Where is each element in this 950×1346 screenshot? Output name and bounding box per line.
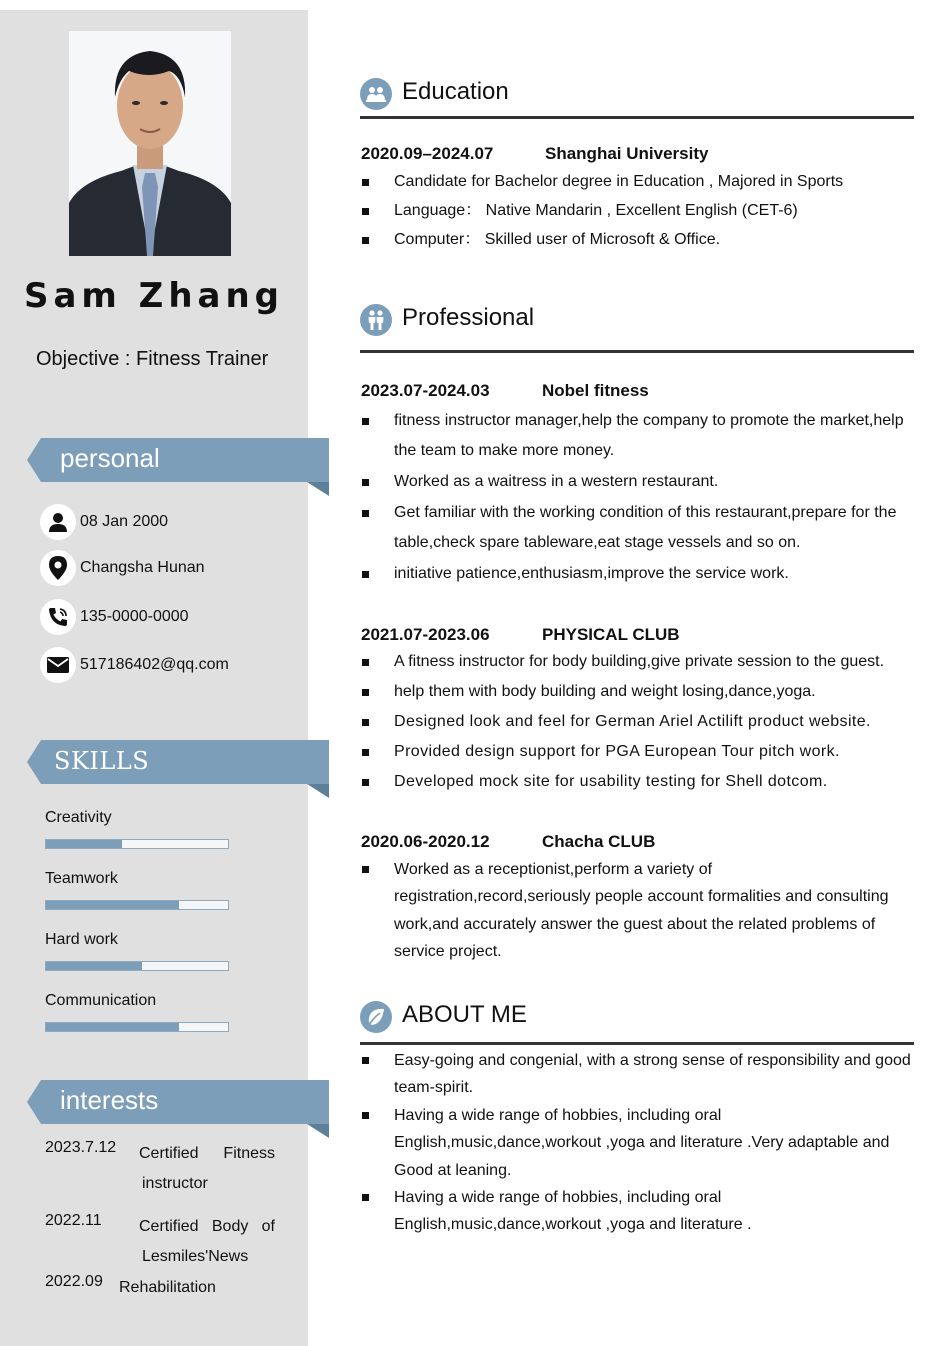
person-name: Sam Zhang <box>23 276 285 316</box>
ribbon-fold <box>307 1124 329 1138</box>
professional-title: Professional <box>402 304 535 331</box>
personal-ribbon <box>27 438 329 482</box>
interests-heading: interests <box>60 1085 159 1115</box>
list-item: Worked as a receptionist,perform a variety of registration,record,seriously people account formalities and consulting work,and accurately answer the guest about the related problems of service project. <box>361 856 911 966</box>
skill-bar <box>45 839 229 849</box>
email-text: 517186402@qq.com <box>80 656 229 673</box>
job-period: 2023.07-2024.03 <box>361 381 490 400</box>
list-item: Developed mock site for usability testing for Shell dotcom. <box>361 768 911 796</box>
interest-line: Rehabilitation <box>119 1279 216 1296</box>
list-item: help them with body building and weight losing,dance,yoga. <box>361 678 911 706</box>
skill-label: Creativity <box>45 809 112 826</box>
skill-bar <box>45 961 229 971</box>
ribbon-fold <box>307 482 329 496</box>
job-company: Chacha CLUB <box>542 832 656 851</box>
skill-bar-fill <box>46 962 142 970</box>
list-item: Candidate for Bachelor degree in Education , Majored in Sports <box>361 168 911 196</box>
location-text: Changsha Hunan <box>80 559 205 576</box>
skill-bar <box>45 1022 229 1032</box>
phone-icon <box>40 599 76 635</box>
job-bullets <box>361 406 911 590</box>
interest-line: Certified Body of <box>139 1218 275 1235</box>
envelope-icon <box>40 647 76 683</box>
job-header <box>361 832 656 852</box>
section-divider <box>360 116 914 119</box>
interest-line: instructor <box>142 1175 208 1192</box>
interest-desc <box>139 1212 275 1272</box>
people-icon <box>360 304 392 336</box>
personal-heading: personal <box>60 443 160 473</box>
list-item: Computer： Skilled user of Microsoft & Office. <box>361 226 911 254</box>
list-item: Get familiar with the working condition of this restaurant,prepare for the table,check spare tableware,eat stage vessels and so on. <box>361 498 911 558</box>
list-item: Language： Native Mandarin , Excellent English (CET-6) <box>361 197 911 225</box>
skill-communication <box>45 992 229 1010</box>
phone-text: 135-0000-0000 <box>80 608 189 625</box>
skill-bar <box>45 900 229 910</box>
job-bullets <box>361 648 911 798</box>
skills-heading: SKILLS <box>54 747 150 775</box>
skill-bar-fill <box>46 1023 179 1031</box>
list-item: Easy-going and congenial, with a strong sense of responsibility and good team-spirit. <box>361 1047 911 1102</box>
graduates-icon <box>360 78 392 110</box>
skill-label: Hard work <box>45 931 118 948</box>
job-period: 2021.07-2023.06 <box>361 625 490 644</box>
about-title: ABOUT ME <box>402 1001 527 1028</box>
skill-hard-work <box>45 931 229 949</box>
interest-line: Certified Fitness <box>139 1145 275 1162</box>
education-title: Education <box>402 78 509 105</box>
job-header <box>361 381 649 401</box>
interest-desc <box>139 1139 275 1199</box>
job-period: 2020.06-2020.12 <box>361 832 490 851</box>
job-bullets <box>361 856 911 966</box>
list-item: A fitness instructor for body building,give private session to the guest. <box>361 648 911 676</box>
objective: Objective : Fitness Trainer <box>36 348 269 370</box>
section-divider <box>360 350 914 353</box>
education-school: Shanghai University <box>545 144 709 163</box>
education-bullets <box>361 168 911 255</box>
skill-label: Communication <box>45 992 157 1009</box>
person-icon <box>40 504 76 540</box>
interest-date: 2022.09 <box>45 1273 103 1290</box>
list-item: Having a wide range of hobbies, including oral English,music,dance,workout ,yoga and literature .Very adaptable and Good at leaning. <box>361 1102 911 1184</box>
list-item: Having a wide range of hobbies, including oral English,music,dance,workout ,yoga and literature . <box>361 1184 911 1239</box>
job-company: PHYSICAL CLUB <box>542 625 680 644</box>
profile-photo <box>69 31 231 256</box>
skills-ribbon <box>27 740 329 784</box>
section-divider <box>360 1042 914 1045</box>
education-entry-header <box>361 144 709 164</box>
interest-date: 2023.7.12 <box>45 1139 117 1156</box>
about-bullets <box>361 1047 911 1239</box>
skill-label: Teamwork <box>45 870 118 887</box>
list-item: Provided design support for PGA European Tour pitch work. <box>361 738 911 766</box>
interests-ribbon <box>27 1080 329 1124</box>
list-item: fitness instructor manager,help the company to promote the market,help the team to make more money. <box>361 406 911 466</box>
job-header <box>361 625 680 645</box>
list-item: Designed look and feel for German Ariel Actilift product website. <box>361 708 911 736</box>
leaf-icon <box>360 1001 392 1033</box>
interest-line: Lesmiles'News <box>142 1248 249 1265</box>
location-pin-icon <box>40 550 76 586</box>
skill-creativity <box>45 809 229 827</box>
skill-teamwork <box>45 870 229 888</box>
list-item: Worked as a waitress in a western restaurant. <box>361 467 911 497</box>
list-item: initiative patience,enthusiasm,improve the service work. <box>361 559 911 589</box>
birthdate-text: 08 Jan 2000 <box>80 513 169 530</box>
ribbon-fold <box>307 784 329 798</box>
interest-desc <box>119 1273 255 1303</box>
education-period: 2020.09–2024.07 <box>361 144 494 163</box>
skill-bar-fill <box>46 840 122 848</box>
interest-date: 2022.11 <box>45 1212 102 1229</box>
skill-bar-fill <box>46 901 179 909</box>
job-company: Nobel fitness <box>542 381 649 400</box>
